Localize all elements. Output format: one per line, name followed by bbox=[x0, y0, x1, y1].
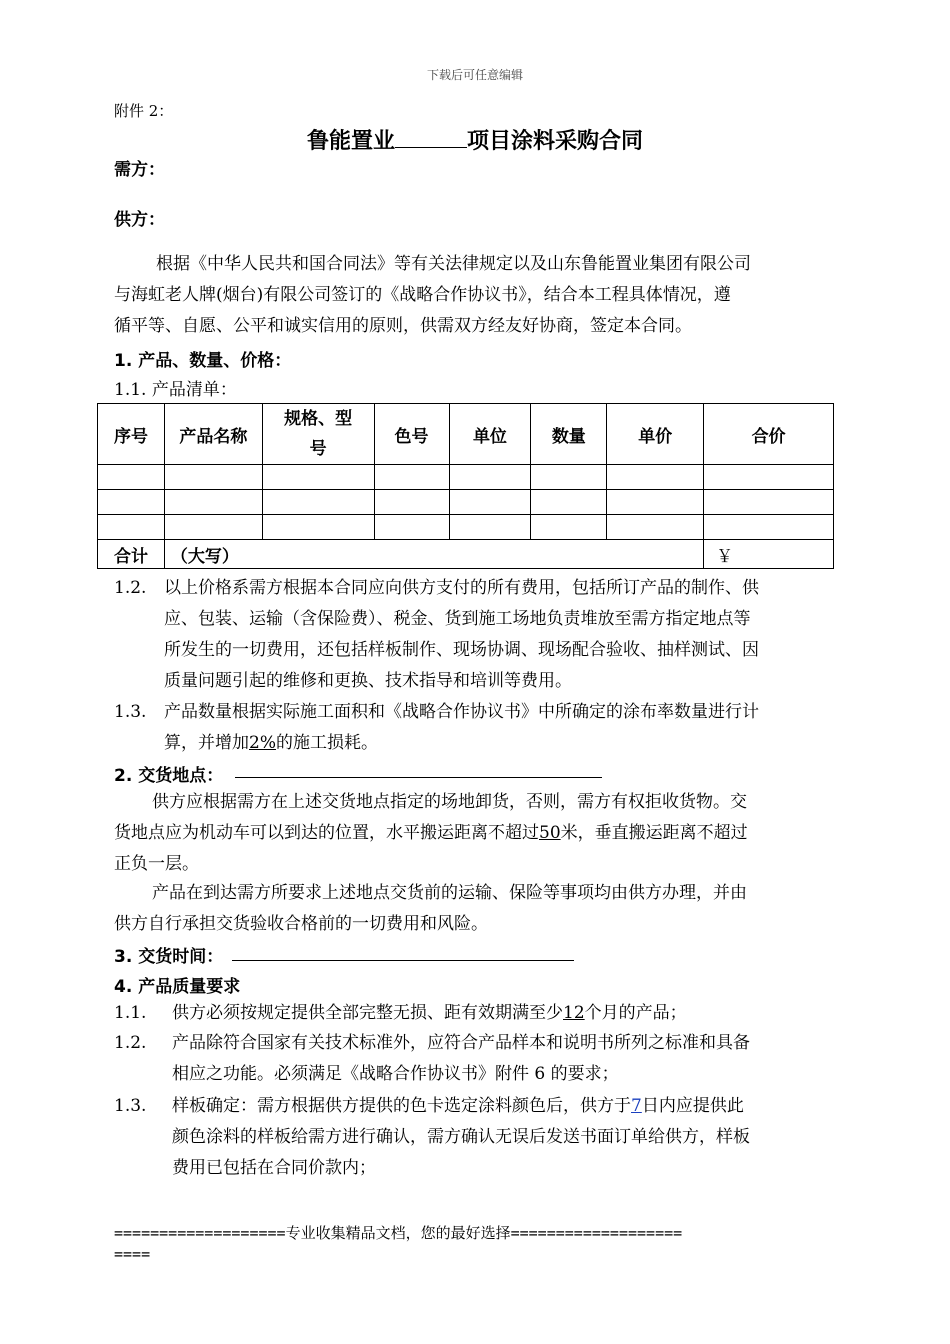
col-header-quantity: 数量 bbox=[531, 404, 607, 465]
header-note: 下载后可任意编辑 bbox=[426, 68, 523, 82]
clause-line: 所发生的一切费用，还包括样板制作、现场协调、现场配合验收、抽样测试、因 bbox=[164, 640, 759, 660]
col-header-color-code: 色号 bbox=[374, 404, 449, 465]
intro-paragraph bbox=[114, 249, 854, 342]
clause-number: 1.2. bbox=[114, 578, 147, 598]
clause-number: 1.2. bbox=[114, 1033, 147, 1053]
total-currency: ￥ bbox=[704, 540, 834, 569]
sample-days-value: 7 bbox=[631, 1096, 642, 1116]
horizontal-distance-value: 50 bbox=[539, 823, 561, 843]
clause-line: 应、包装、运输（含保险费）、税金、货到施工场地负责堆放至需方指定地点等 bbox=[164, 609, 751, 629]
section-4-heading: 4. 产品质量要求 bbox=[114, 977, 241, 997]
title-project-blank bbox=[395, 129, 467, 148]
col-header-unit: 单位 bbox=[449, 404, 531, 465]
clause-text bbox=[164, 697, 854, 759]
col-header-product-name: 产品名称 bbox=[164, 404, 262, 465]
clause-line: 相应之功能。必须满足《战略合作协议书》附件 6 的要求； bbox=[172, 1064, 619, 1084]
loss-rate-value: 2% bbox=[249, 733, 276, 753]
attachment-label: 附件 2： bbox=[114, 102, 174, 120]
clause-line: 供方必须按规定提供全部完整无损、距有效期满至少12个月的产品； bbox=[172, 1003, 687, 1023]
total-label: 合计 bbox=[98, 540, 165, 569]
title-prefix: 鲁能置业 bbox=[306, 129, 395, 154]
intro-line: 根据《中华人民共和国合同法》等有关法律规定以及山东鲁能置业集团有限公司 bbox=[156, 254, 751, 274]
section-3-heading: 3. 交货时间： bbox=[114, 947, 224, 967]
section-2-heading: 2. 交货地点： bbox=[114, 766, 224, 786]
clause-line: 以上价格系需方根据本合同应向供方支付的所有费用，包括所订产品的制作、供 bbox=[164, 578, 759, 598]
col-header-index: 序号 bbox=[98, 404, 165, 465]
supplier-label: 供方： bbox=[114, 210, 165, 230]
validity-months-value: 12 bbox=[563, 1003, 585, 1023]
clause-text bbox=[172, 1028, 854, 1090]
footer-banner: ===================专业收集精品文档，您的最好选择=================== bbox=[114, 1224, 683, 1242]
clause-text bbox=[172, 1091, 854, 1184]
paragraph-line: 供方自行承担交货验收合格前的一切费用和风险。 bbox=[114, 914, 488, 934]
clause-text bbox=[164, 573, 854, 697]
intro-line: 循平等、自愿、公平和诚实信用的原则，供需双方经友好协商，签定本合同。 bbox=[114, 316, 692, 336]
table-row bbox=[98, 515, 834, 540]
section-2-paragraph-2 bbox=[114, 878, 854, 940]
delivery-location-blank bbox=[235, 777, 602, 778]
clause-number: 1.3. bbox=[114, 702, 147, 722]
section-1-heading: 1. 产品、数量、价格： bbox=[114, 351, 292, 371]
product-table bbox=[97, 403, 834, 569]
clause-number: 1.3. bbox=[114, 1096, 147, 1116]
quality-clause-1 bbox=[114, 998, 854, 1029]
clause-line: 颜色涂料的样板给需方进行确认，需方确认无误后发送书面订单给供方，样板 bbox=[172, 1127, 750, 1147]
section-2-paragraph-1 bbox=[114, 787, 854, 880]
clause-line: 样板确定：需方根据供方提供的色卡选定涂料颜色后，供方于7日内应提供此 bbox=[172, 1096, 744, 1116]
section-1-1-label: 1.1. 产品清单： bbox=[114, 380, 237, 400]
table-row bbox=[98, 465, 834, 490]
table-header-row bbox=[98, 404, 834, 465]
intro-line: 与海虹老人牌(烟台)有限公司签订的《战略合作协议书》，结合本工程具体情况，遵 bbox=[114, 285, 731, 305]
clause-line: 算，并增加2%的施工损耗。 bbox=[164, 733, 378, 753]
footer-banner-continuation: ==== bbox=[114, 1245, 151, 1263]
col-header-unit-price: 单价 bbox=[607, 404, 704, 465]
paragraph-line: 供方应根据需方在上述交货地点指定的场地卸货，否则，需方有权拒收货物。交 bbox=[152, 792, 747, 812]
clause-1-3 bbox=[114, 697, 854, 759]
total-capital-label: （大写） bbox=[164, 540, 703, 569]
paragraph-line: 货地点应为机动车可以到达的位置，水平搬运距离不超过50米，垂直搬运距离不超过 bbox=[114, 823, 748, 843]
clause-line: 质量问题引起的维修和更换、技术指导和培训等费用。 bbox=[164, 671, 572, 691]
title-suffix: 项目涂料采购合同 bbox=[467, 129, 644, 154]
paragraph-line: 产品在到达需方所要求上述地点交货前的运输、保险等事项均由供方办理，并由 bbox=[152, 883, 747, 903]
table-row bbox=[98, 490, 834, 515]
clause-1-2 bbox=[114, 573, 854, 697]
delivery-time-blank bbox=[232, 960, 574, 961]
clause-line: 产品除符合国家有关技术标准外，应符合产品样本和说明书所列之标准和具备 bbox=[172, 1033, 750, 1053]
quality-clause-3 bbox=[114, 1091, 854, 1184]
clause-line: 产品数量根据实际施工面积和《战略合作协议书》中所确定的涂布率数量进行计 bbox=[164, 702, 759, 722]
buyer-label: 需方： bbox=[114, 160, 165, 180]
quality-clause-2 bbox=[114, 1028, 854, 1090]
col-header-spec: 规格、型 号 bbox=[262, 404, 374, 465]
clause-number: 1.1. bbox=[114, 1003, 147, 1023]
col-header-total-price: 合价 bbox=[704, 404, 834, 465]
paragraph-line: 正负一层。 bbox=[114, 854, 199, 874]
page-title bbox=[0, 124, 950, 155]
clause-line: 费用已包括在合同价款内； bbox=[172, 1158, 376, 1178]
table-total-row bbox=[98, 540, 834, 569]
